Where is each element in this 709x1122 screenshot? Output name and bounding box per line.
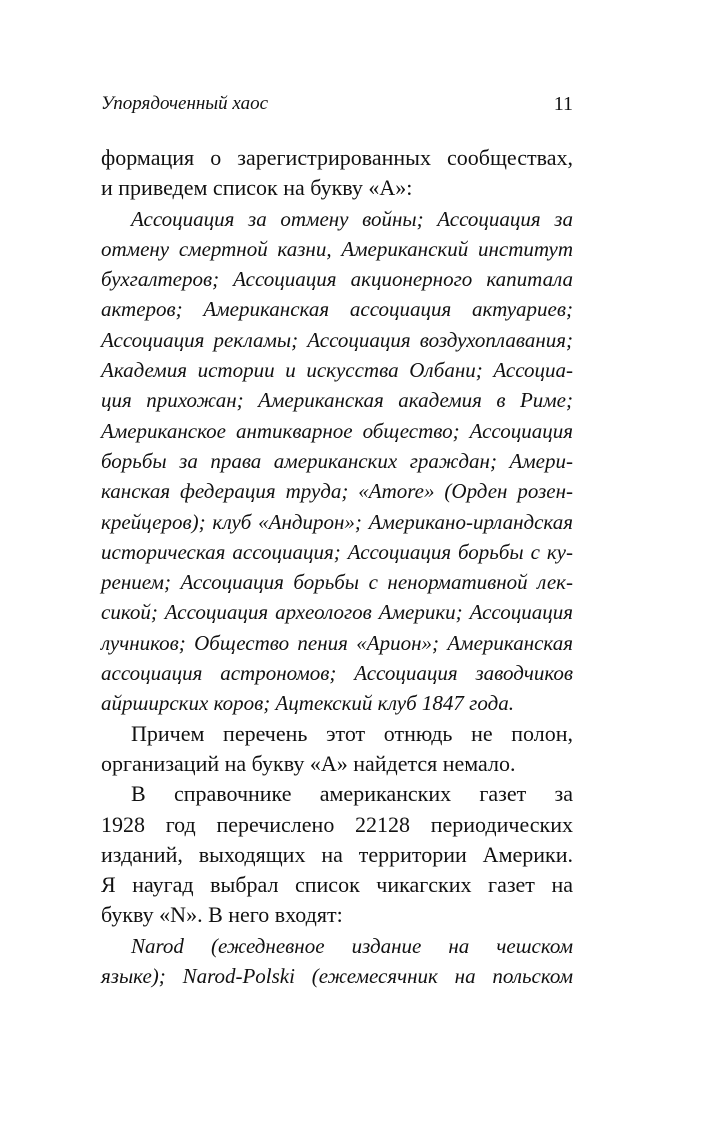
text-line: бухгалтеров; Ассоциация акционерного капитала (101, 267, 573, 292)
text-line: рением; Ассоциация борьбы с ненормативной лек- (101, 570, 573, 595)
paragraph-2 (101, 719, 573, 780)
text-line: Американское антикварное общество; Ассоциация (101, 418, 573, 443)
text-line: крейцеров); клуб «Андирон»; Американо-ирландская (101, 509, 573, 534)
text-line: Ассоциация рекламы; Ассоциация воздухоплавания; (101, 327, 573, 352)
newspapers-list-n (101, 931, 573, 992)
text-line: В справочнике американских газет за (131, 781, 573, 807)
text-line: и приведем список на букву «А»: (101, 175, 413, 201)
text-line: Я наугад выбрал список чикагских газет на (101, 872, 573, 898)
text-line: канская федерация труда; «Amore» (Орден розен- (101, 479, 573, 504)
text-line: букву «N». В него входят: (101, 902, 343, 928)
text-line: отмену смертной казни, Американский институт (101, 236, 573, 261)
text-line: сикой; Ассоциация археологов Америки; Ассоциация (101, 600, 573, 625)
text-line: историческая ассоциация; Ассоциация борьбы с ку- (101, 539, 573, 564)
text-line: изданий, выходящих на территории Америки. (101, 841, 573, 867)
text-line: Академия истории и искусства Олбани; Ассоциа- (101, 358, 573, 383)
text-line: Причем перечень этот отнюдь не полон, (131, 720, 573, 746)
intro-paragraph (101, 143, 573, 204)
body-text (101, 143, 573, 991)
text-line: айрширских коров; Ацтекский клуб 1847 года. (101, 691, 514, 716)
text-line: организаций на букву «А» найдется немало. (101, 750, 516, 776)
running-title: Упорядоченный хаос (101, 93, 269, 114)
text-line: Ассоциация за отмену войны; Ассоциация за (131, 206, 573, 231)
text-line: ция прихожан; Американская академия в Риме; (101, 388, 573, 413)
running-header (101, 90, 573, 118)
text-line: формация о зарегистрированных сообществах, (101, 145, 573, 170)
text-line: ассоциация астрономов; Ассоциация заводчиков (101, 661, 573, 686)
text-line: 1928 год перечислено 22128 периодических (101, 811, 573, 837)
text-line: борьбы за права американских граждан; Амери- (101, 448, 573, 473)
text-line: языке); Narod-Polski (ежемесячник на польском (101, 964, 573, 989)
paragraph-3 (101, 779, 573, 930)
page-number: 11 (553, 93, 573, 115)
organizations-list-a (101, 204, 573, 719)
text-line: актеров; Американская ассоциация актуариев; (101, 297, 573, 322)
text-line: лучников; Общество пения «Арион»; Американская (101, 630, 573, 655)
text-line: Narod (ежедневное издание на чешском (131, 933, 573, 958)
